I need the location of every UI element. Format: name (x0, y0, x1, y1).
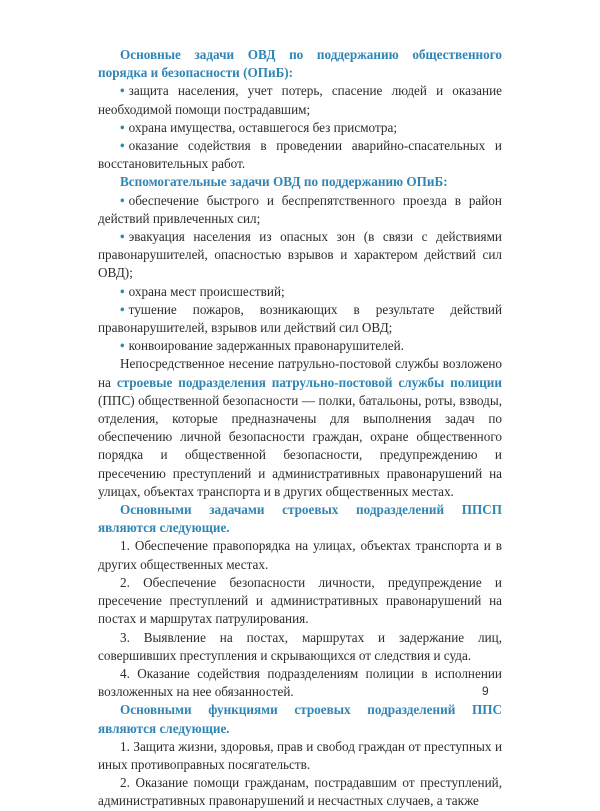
section2-heading: Вспомогательные задачи ОВД по поддержанию ОПиБ: (120, 174, 448, 190)
section3-item: 3. Выявление на постах, маршрутах и задержание лиц, совершивших преступления и скрывающихся от следствия и суда. (98, 629, 502, 663)
section1-item: • охрана имущества, оставшегося без присмотра; (120, 119, 398, 135)
bullet-icon: • (120, 138, 125, 154)
section1-item: • оказание содействия в проведении аварийно-спасательных и восстановительных работ. (98, 138, 502, 172)
section4-item: 2. Оказание помощи гражданам, пострадавшим от преступлений, административных правонарушений и несчастных случаев, а также (98, 775, 502, 809)
section2-item: • обеспечение быстрого и беспрепятственного проезда в район действий привлеченных сил; (98, 192, 502, 226)
bullet-icon: • (120, 229, 125, 245)
highlighted-term: строевые подразделения патрульно-постовой службы полиции (116, 374, 502, 390)
bullet-icon: • (120, 338, 125, 354)
body-paragraph: Непосредственное несение патрульно-постовой службы возложено на строевые подразделения патрульно-постовой службы полиции (ППС) общественной безопасности — полки, батальоны, роты, взводы, отделения, которые предназначены для выполнения задач по обеспечению личной безопасности граждан, охране общественного порядка и общественной безопасности, предупреждению и пресечению преступлений и административных правонарушений на улицах, объектах транспорта и в других общественных местах. (98, 356, 502, 499)
bullet-icon: • (120, 301, 125, 317)
bullet-icon: • (120, 192, 125, 208)
page-body (98, 46, 502, 811)
section4-heading: Основными функциями строевых подразделений ППС являются следующие. (98, 702, 502, 736)
section4-item: 1. Защита жизни, здоровья, прав и свобод граждан от преступных и иных противоправных посягательств. (98, 738, 502, 772)
section2-item: • охрана мест происшествий; (120, 283, 285, 299)
bullet-icon: • (120, 83, 125, 99)
section1-heading: Основные задачи ОВД по поддержанию общественного порядка и безопасности (ОПиБ): (98, 47, 502, 81)
section3-item: 2. Обеспечение безопасности личности, предупреждение и пресечение преступлений и административных правонарушений на постах и маршрутах патрулирования. (98, 574, 502, 627)
bullet-icon: • (120, 119, 125, 135)
bullet-icon: • (120, 283, 125, 299)
page-number: 9 (482, 684, 489, 698)
section2-item: • эвакуация населения из опасных зон (в связи с действиями правонарушителей, опасностью взрывов и характером действий сил ОВД); (98, 229, 502, 281)
section2-item: • конвоирование задержанных правонарушителей. (120, 338, 404, 354)
section3-heading: Основными задачами строевых подразделений ППСП являются следующие. (98, 502, 502, 536)
section3-item: 1. Обеспечение правопорядка на улицах, объектах транспорта и в других общественных местах. (98, 538, 502, 572)
section3-item: 4. Оказание содействия подразделениям полиции в исполнении возложенных на нее обязанностей. (98, 665, 502, 700)
section2-item: • тушение пожаров, возникающих в результате действий правонарушителей, взрывов или действий сил ОВД; (98, 301, 502, 336)
section1-item: • защита населения, учет потерь, спасение людей и оказание необходимой помощи пострадавшим; (98, 83, 502, 117)
